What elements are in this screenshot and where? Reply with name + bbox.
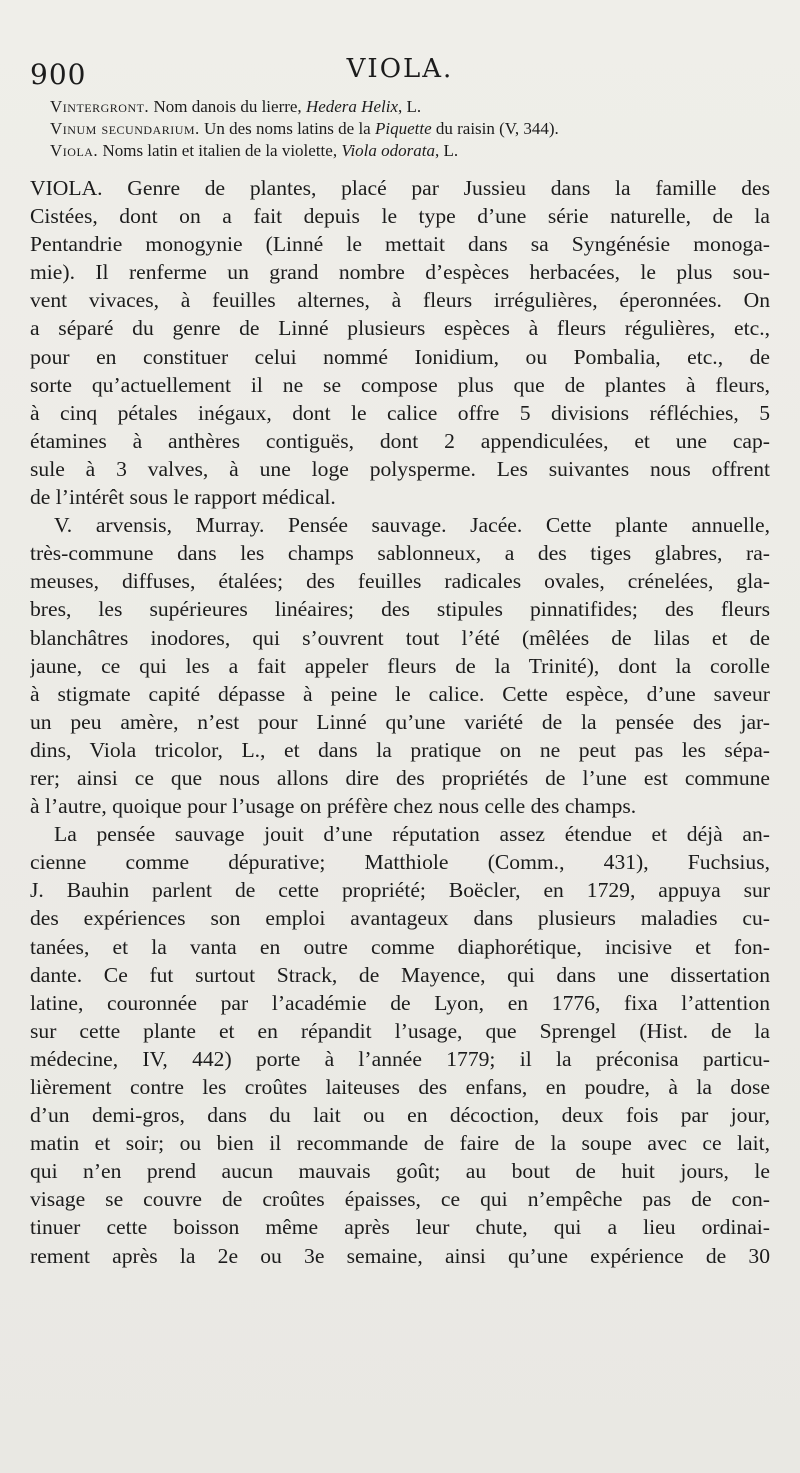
text-line: meuses, diffuses, étalées; des feuilles radicales ovales, crénelées, gla- [30,569,770,594]
text-line: matin et soir; ou bien il recommande de faire de la soupe avec ce lait, [30,1131,770,1156]
text-line: rement après la 2e ou 3e semaine, ainsi qu’une expérience de 30 [30,1243,770,1268]
text-line: rer; ainsi ce que nous allons dire des propriétés de l’une est commune [30,765,770,790]
entry-head: Vintergront. [50,97,150,116]
page-header [30,48,770,91]
text-line: sur cette plante et en répandit l’usage, que Sprengel (Hist. de la [30,1018,770,1043]
text-line: vent vivaces, à feuilles alternes, à fleurs irrégulières, éperonnées. On [30,288,770,313]
text-line: des expériences son emploi avantageux dans plusieurs maladies cu- [30,906,770,931]
text-line: pour en constituer celui nommé Ionidium, ou Pombalia, etc., de [30,344,770,369]
text-line: a séparé du genre de Linné plusieurs espèces à fleurs régulières, etc., [30,316,770,341]
text-line: d’un demi-gros, dans du lait ou en décoction, deux fois par jour, [30,1103,770,1128]
entry-italic: Viola odorata [341,141,435,160]
text-line: lièrement contre les croûtes laiteuses des enfans, en poudre, à la dose [30,1075,770,1099]
text-line: à stigmate capité dépasse à peine le calice. Cette espèce, d’une saveur [30,681,770,706]
index-entries [50,96,770,162]
text-line: dante. Ce fut surtout Strack, de Mayence, qui dans une dissertation [30,962,770,987]
entry-italic: Piquette [374,119,432,138]
entry-text: Un des noms latins de la [204,119,375,138]
text-line: La pensée sauvage jouit d’une réputation assez étendue et déjà an- [54,822,770,847]
index-entry [50,118,770,140]
text-line: à l’autre, quoique pour l’usage on préfère chez nous celle des champs. [30,794,637,819]
text-line: un peu amère, n’est pour Linné qu’une variété de la pensée des jar- [30,709,770,734]
text-line: à cinq pétales inégaux, dont le calice offre 5 divisions réfléchies, 5 [30,400,770,425]
text-line: VIOLA. Genre de plantes, placé par Jussieu dans la famille des [30,176,770,200]
running-title: VIOLA. [346,54,454,84]
text-line: V. arvensis, Murray. Pensée sauvage. Jacée. Cette plante annuelle, [54,513,770,538]
text-line: latine, couronnée par l’académie de Lyon, en 1776, fixa l’attention [30,990,770,1015]
text-line: tanées, et la vanta en outre comme diaphorétique, incisive et fon- [30,934,770,959]
index-entry [50,96,770,118]
text-line: qui n’en prend aucun mauvais goût; au bout de huit jours, le [30,1159,770,1184]
entry-tail: , L. [398,97,422,116]
entry-text: Nom danois du lierre, [153,97,306,116]
text-line: dins, Viola tricolor, L., et dans la pratique on ne peut pas les sépa- [30,737,770,762]
text-line: Pentandrie monogynie (Linné le mettait dans sa Syngénésie monoga- [30,232,770,257]
text-line: tinuer cette boisson même après leur chute, qui a lieu ordinai- [30,1215,770,1240]
text-line: mie). Il renferme un grand nombre d’espèces herbacées, le plus sou- [30,260,770,285]
text-line: médecine, IV, 442) porte à l’année 1779; il la préconisa particu- [30,1046,770,1071]
text-line: visage se couvre de croûtes épaisses, ce qui n’empêche pas de con- [30,1187,770,1212]
entry-text: Noms latin et italien de la violette, [102,141,342,160]
text-line: blanchâtres inodores, qui s’ouvrent tout l’été (mêlées de lilas et de [30,625,770,650]
text-line: de l’intérêt sous le rapport médical. [30,485,336,510]
text-line: J. Bauhin parlent de cette propriété; Boëcler, en 1729, appuya sur [30,878,770,903]
text-line: étamines à anthères contiguës, dont 2 appendiculées, et une cap- [30,428,770,453]
entry-tail: du raisin (V, 344). [431,119,559,138]
entry-head: Vinum secundarium. [50,119,200,138]
text-line: jaune, ce qui les a fait appeler fleurs de la Trinité), dont la corolle [30,653,770,678]
entry-head: Viola. [50,141,99,160]
page-number: 900 [30,58,87,91]
index-entry [50,140,770,162]
article-body [30,174,770,1270]
text-line: très-commune dans les champs sablonneux, a des tiges glabres, ra- [30,541,770,566]
text-line: sule à 3 valves, à une loge polysperme. Les suivantes nous offrent [30,456,770,481]
text-line: bres, les supérieures linéaires; des stipules pinnatifides; des fleurs [30,597,770,622]
text-line: cienne comme dépurative; Matthiole (Comm., 431), Fuchsius, [30,850,770,875]
entry-italic: Hedera Helix [305,97,398,116]
entry-tail: , L. [435,141,459,160]
text-line: Cistées, dont on a fait depuis le type d’une série naturelle, de la [30,204,770,229]
text-line: sorte qu’actuellement il ne se compose plus que de plantes à fleurs, [30,372,770,397]
